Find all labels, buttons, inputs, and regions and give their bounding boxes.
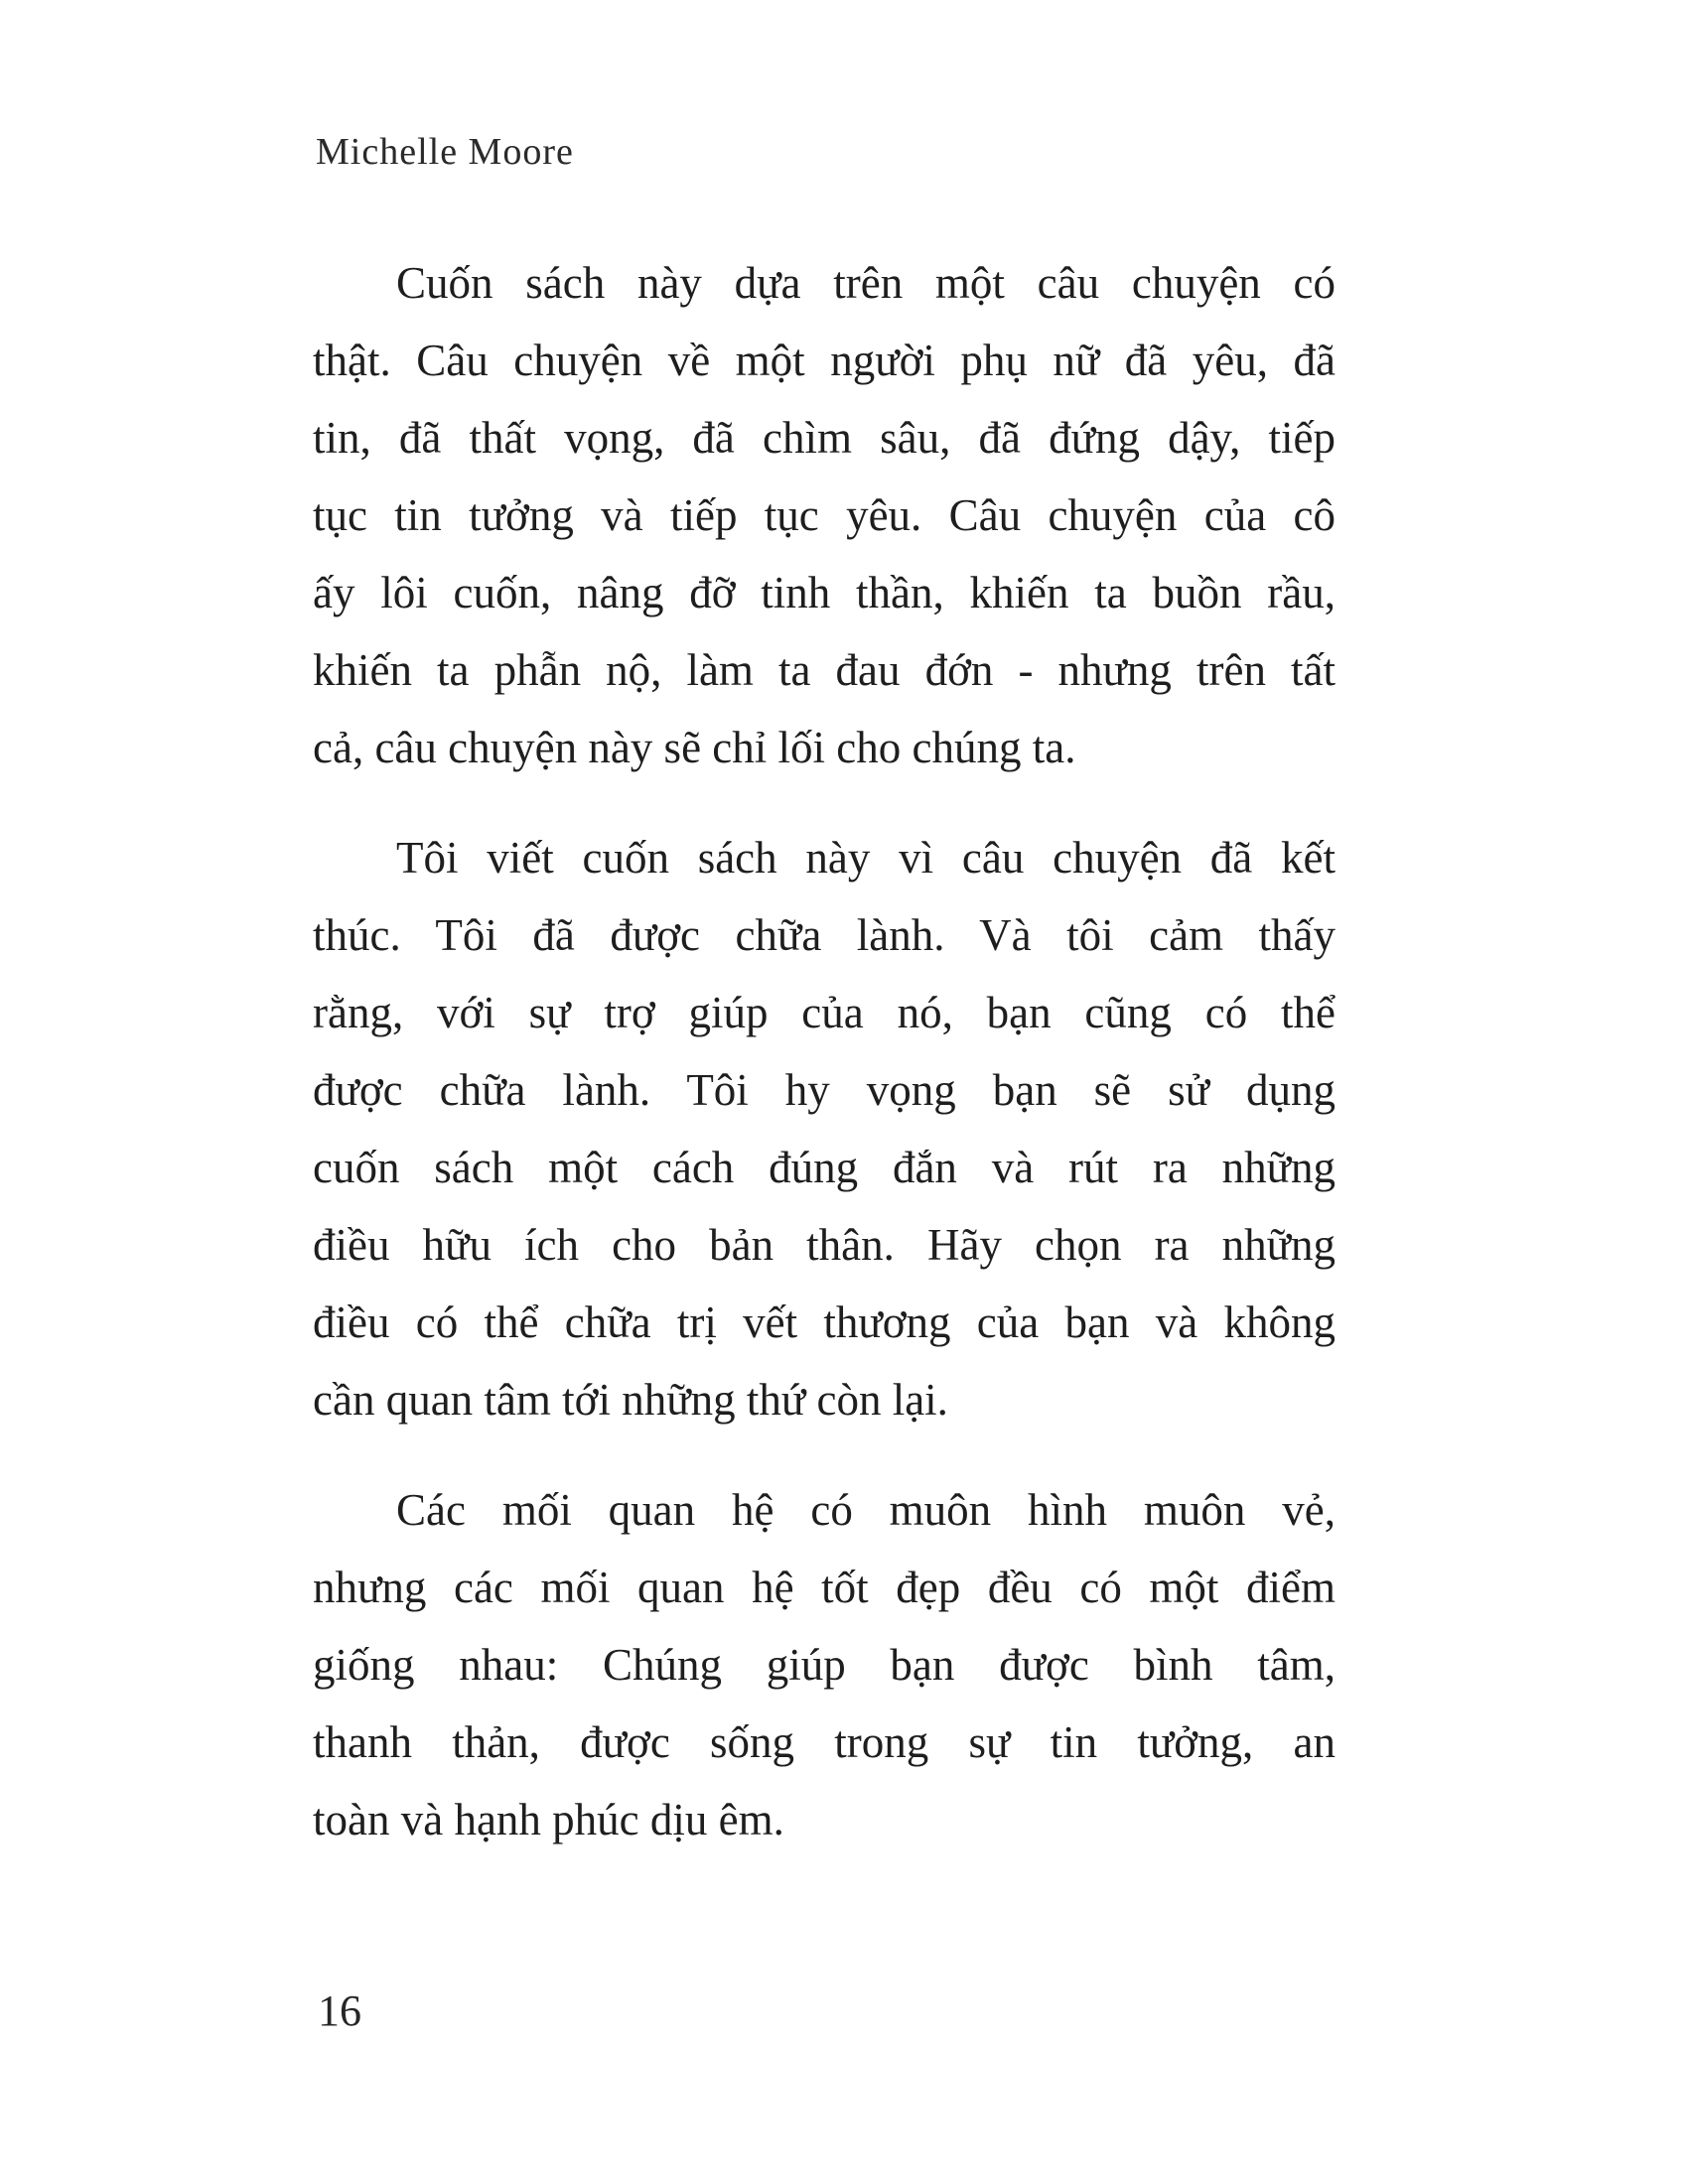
body-text	[313, 244, 1336, 1858]
text-line: nhưng các mối quan hệ tốt đẹp đều có một điểm	[313, 1563, 1336, 1612]
running-header: Michelle Moore	[316, 131, 574, 173]
text-line: điều hữu ích cho bản thân. Hãy chọn ra những	[313, 1220, 1336, 1270]
paragraph	[313, 1471, 1336, 1858]
text-line: Cuốn sách này dựa trên một câu chuyện có	[396, 258, 1336, 308]
paragraph	[313, 819, 1336, 1438]
text-line: tin, đã thất vọng, đã chìm sâu, đã đứng dậy, tiếp	[313, 413, 1336, 463]
text-line: điều có thể chữa trị vết thương của bạn và không	[313, 1297, 1336, 1347]
text-line: cuốn sách một cách đúng đắn và rút ra những	[313, 1143, 1336, 1192]
text-line: được chữa lành. Tôi hy vọng bạn sẽ sử dụng	[313, 1065, 1336, 1115]
text-line: rằng, với sự trợ giúp của nó, bạn cũng có thể	[313, 988, 1336, 1037]
text-line: thật. Câu chuyện về một người phụ nữ đã yêu, đã	[313, 336, 1336, 385]
text-line: thúc. Tôi đã được chữa lành. Và tôi cảm thấy	[313, 910, 1336, 960]
text-line: Tôi viết cuốn sách này vì câu chuyện đã kết	[396, 833, 1336, 883]
page-number: 16	[318, 1986, 361, 2035]
text-line: Các mối quan hệ có muôn hình muôn vẻ,	[396, 1485, 1336, 1535]
text-line: tục tin tưởng và tiếp tục yêu. Câu chuyện của cô	[313, 490, 1336, 540]
text-line: ấy lôi cuốn, nâng đỡ tinh thần, khiến ta buồn rầu,	[313, 568, 1336, 617]
text-line: cần quan tâm tới những thứ còn lại.	[313, 1375, 948, 1425]
text-line: giống nhau: Chúng giúp bạn được bình tâm,	[313, 1640, 1336, 1690]
paragraph	[313, 244, 1336, 786]
text-line: cả, câu chuyện này sẽ chỉ lối cho chúng ta.	[313, 723, 1076, 772]
text-line: thanh thản, được sống trong sự tin tưởng, an	[313, 1717, 1336, 1767]
text-line: toàn và hạnh phúc dịu êm.	[313, 1795, 784, 1844]
text-line: khiến ta phẫn nộ, làm ta đau đớn - nhưng trên tất	[313, 645, 1336, 695]
